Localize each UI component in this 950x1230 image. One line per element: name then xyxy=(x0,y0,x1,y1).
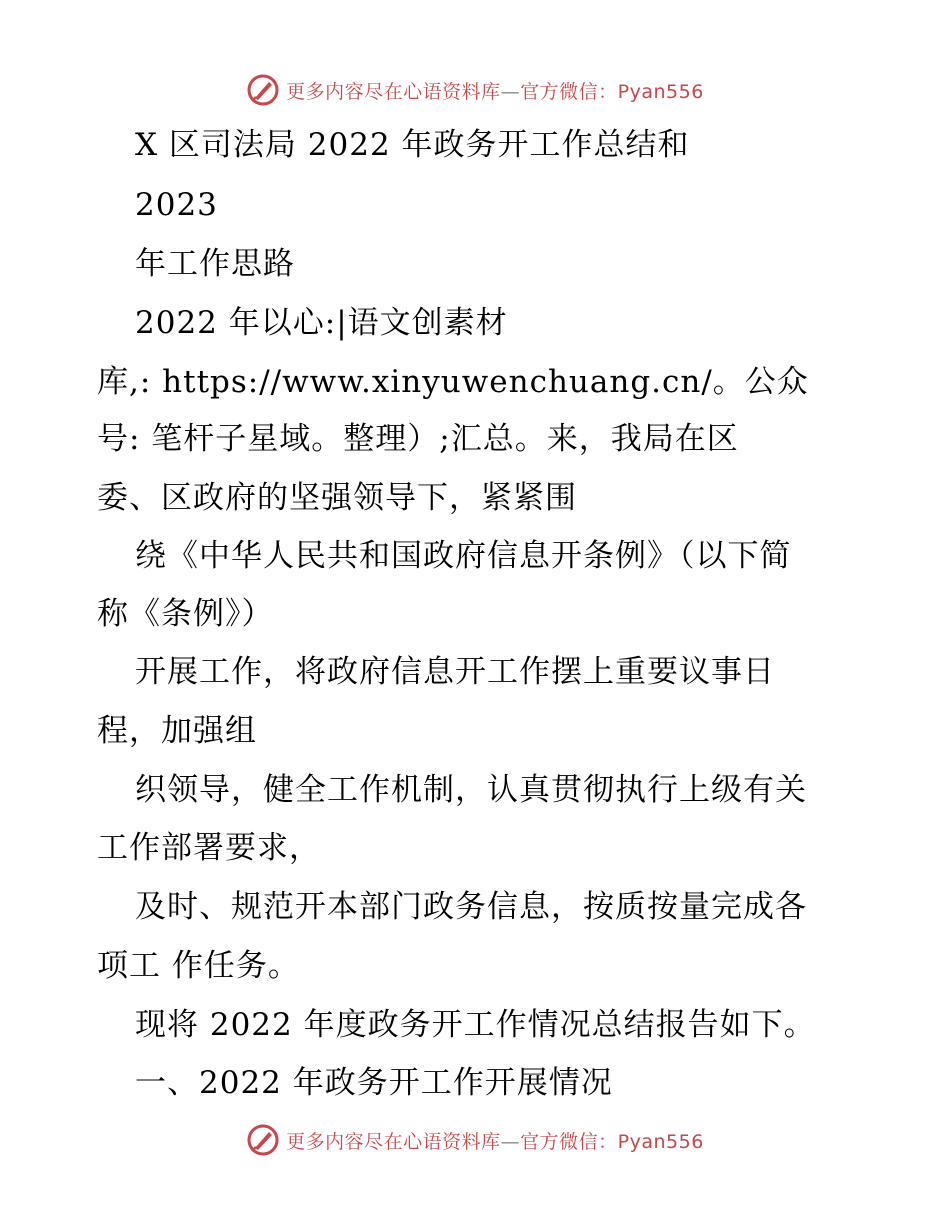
text-line: 库,: https://www.xinyuwenchuang.cn/。公众 xyxy=(97,364,809,400)
header-watermark xyxy=(0,70,950,110)
text-line: X 区司法局 2022 年政务开工作总结和 xyxy=(135,127,690,163)
text-line: 开展工作，将政府信息开工作摆上重要议事日 xyxy=(135,654,775,690)
text-line: 项工 作任务。 xyxy=(97,948,300,984)
quill-logo-icon xyxy=(246,73,280,107)
text-line: 2022 年以心:|语文创素材 xyxy=(135,305,508,341)
banner-main-text: 更多内容尽在心语资料库 xyxy=(286,80,501,103)
banner-main-text: 更多内容尽在心语资料库 xyxy=(286,1130,501,1153)
text-line: 织领导，健全工作机制，认真贯彻执行上级有关 xyxy=(135,772,807,808)
text-line: 年工作思路 xyxy=(135,246,295,282)
banner-dash: — xyxy=(500,80,521,103)
text-line: 现将 2022 年度政务开工作情况总结报告如下。 xyxy=(135,1007,816,1043)
banner-contact-text: 官方微信：Pyan556 xyxy=(520,80,704,103)
text-line: 及时、规范开本部门政务信息，按质按量完成各 xyxy=(135,889,807,925)
text-line: 绕《中华人民共和国政府信息开条例》（以下简 xyxy=(135,538,792,574)
text-line: 2023 xyxy=(135,187,218,223)
text-line: 委、区政府的坚强领导下，紧紧围 xyxy=(97,480,577,516)
banner-dash: — xyxy=(500,1130,521,1153)
text-line: 工作部署要求， xyxy=(97,830,321,866)
footer-watermark xyxy=(0,1120,950,1160)
text-line: 一、2022 年政务开工作开展情况 xyxy=(135,1065,613,1101)
text-line: 号: 笔杆子星域。整理）;汇总。来，我局在区 xyxy=(97,421,739,457)
banner-contact-text: 官方微信：Pyan556 xyxy=(520,1130,704,1153)
text-line: 程，加强组 xyxy=(97,713,257,749)
quill-logo-icon xyxy=(246,1123,280,1157)
text-line: 称《条例》） xyxy=(97,596,274,632)
